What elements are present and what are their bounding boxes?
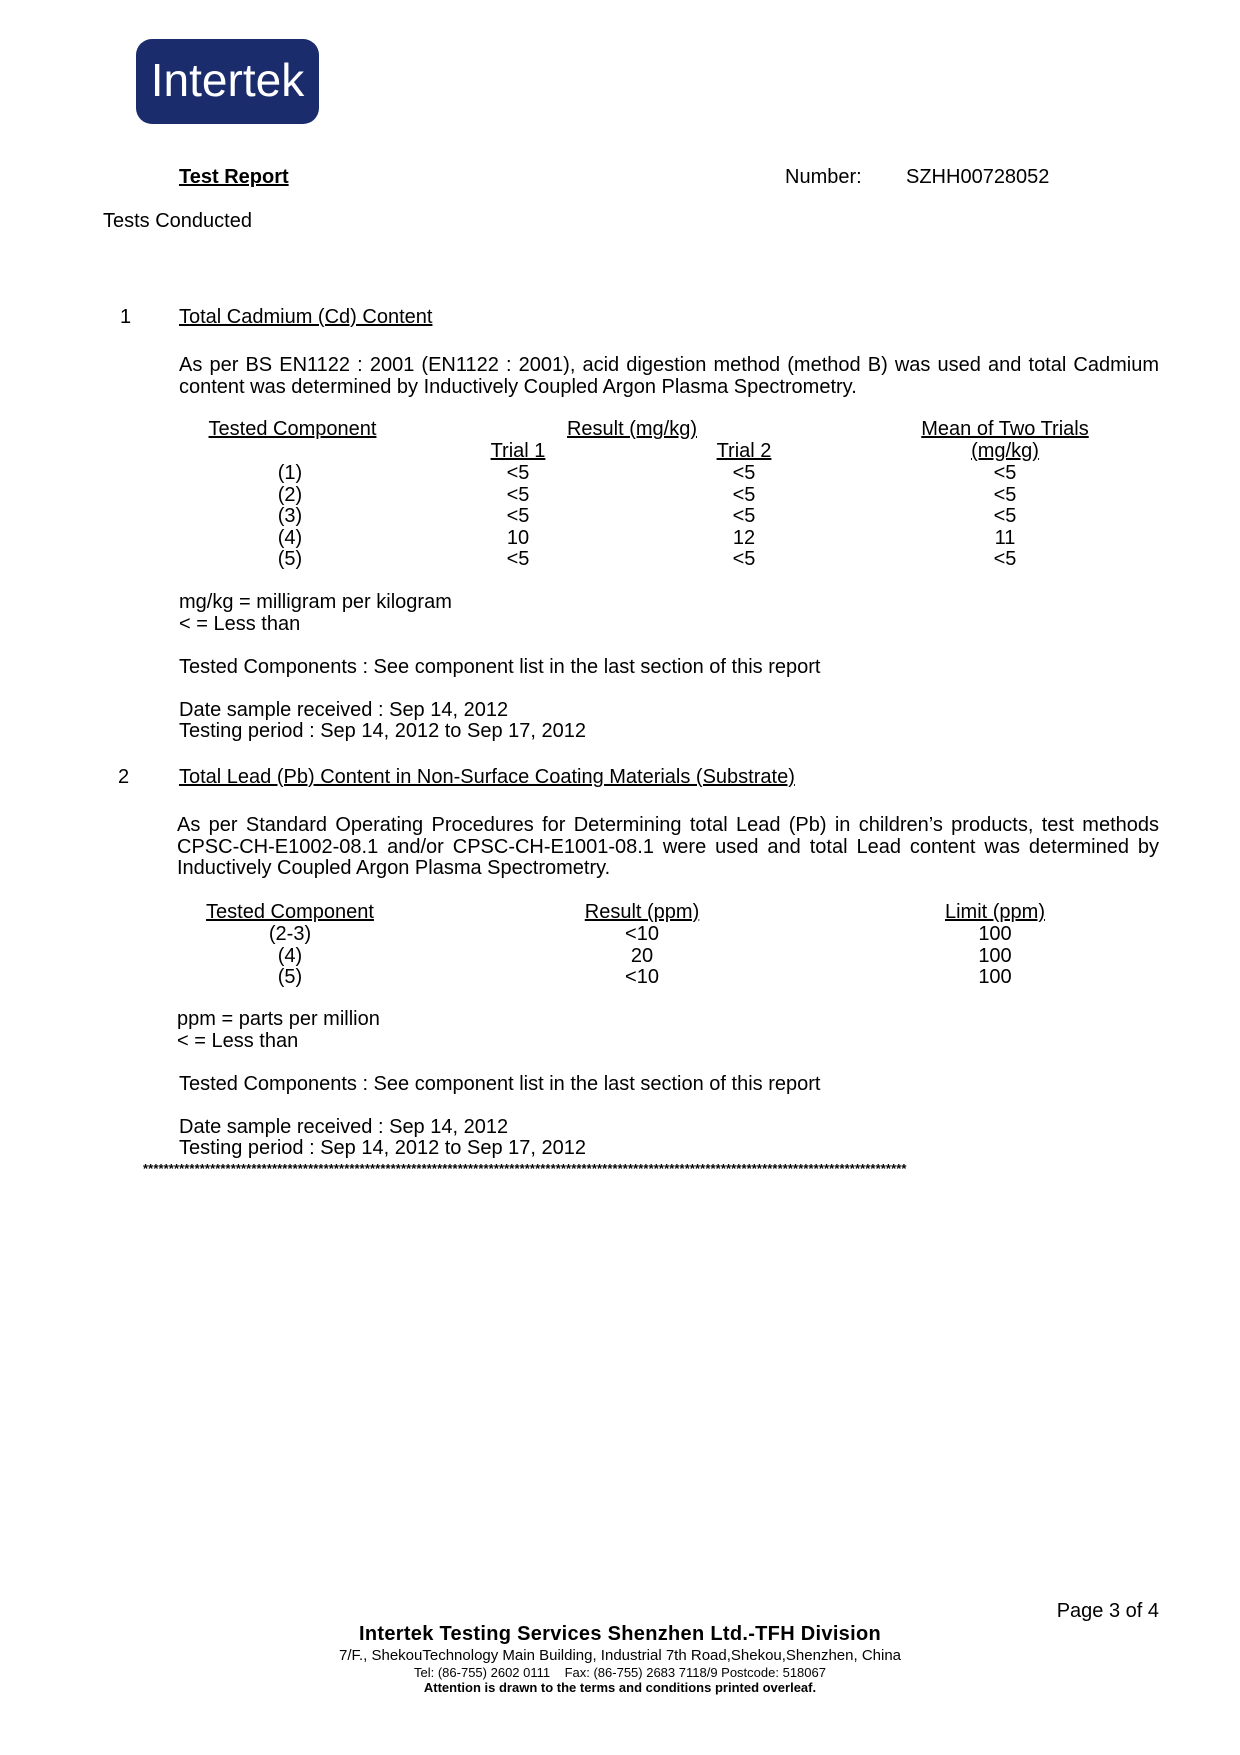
test2-cell-result: <10 (625, 966, 659, 988)
test2-method: As per Standard Operating Procedures for Determining total Lead (Pb) in children’s products, test methods CPSC-CH-E1002-08.1 and/or CPSC-CH-E1001-08.1 were used and total Lead content was determined by Inductively Coupled Argon Plasma Spectrometry. (177, 814, 1159, 879)
page-number: Page 3 of 4 (1056, 1600, 1159, 1622)
test1-cell-component: (2) (277, 483, 303, 506)
logo-text: Intertek (150, 54, 305, 106)
test2-testing-period: Testing period : Sep 14, 2012 to Sep 17, 2012 (179, 1137, 586, 1159)
test2-index: 2 (118, 766, 130, 788)
test2-cell-result: <10 (625, 923, 659, 945)
test1-date-received: Date sample received : Sep 14, 2012 (179, 699, 509, 721)
test1-cell-component: (4) (277, 526, 303, 549)
test2-col-component: Tested Component (206, 901, 374, 923)
test2-col-result: Result (ppm) (584, 901, 700, 923)
test1-heading: Total Cadmium (Cd) Content (179, 306, 433, 328)
test1-cell-trial1: <5 (506, 505, 530, 527)
test1-col-component: Tested Component (208, 418, 377, 440)
test1-cell-mean: <5 (993, 462, 1017, 484)
separator-line: **************************************************************************************************************************************************** (143, 1161, 907, 1176)
test2-cell-limit: 100 (978, 923, 1012, 945)
report-number: SZHH00728052 (906, 166, 1050, 188)
test1-testing-period: Testing period : Sep 14, 2012 to Sep 17, 2012 (179, 720, 586, 742)
test1-cell-component: (5) (277, 548, 303, 570)
footer-address: 7/F., ShekouTechnology Main Building, Industrial 7th Road,Shekou,Shenzhen, China (338, 1647, 902, 1664)
test1-col-result: Result (mg/kg) (566, 418, 698, 440)
test1-cell-trial2: <5 (732, 505, 756, 527)
test1-col-trial2: Trial 2 (716, 440, 772, 462)
test1-cell-mean: <5 (993, 548, 1017, 570)
test1-cell-mean: 11 (994, 526, 1016, 549)
section-title: Tests Conducted (103, 210, 252, 232)
test2-cell-component: (5) (277, 966, 303, 988)
test1-cell-trial2: <5 (732, 483, 756, 506)
intertek-logo (136, 39, 319, 124)
test2-col-limit: Limit (ppm) (944, 901, 1045, 923)
test2-cell-component: (2-3) (268, 923, 312, 945)
test1-cell-mean: <5 (993, 505, 1017, 527)
test1-col-trial1: Trial 1 (490, 440, 546, 462)
test2-note-less: < = Less than (177, 1030, 299, 1052)
test1-cell-trial2: <5 (732, 462, 756, 484)
test1-cell-trial1: <5 (506, 462, 530, 484)
test1-cell-trial1: 10 (506, 526, 530, 549)
test1-cell-trial1: <5 (506, 548, 530, 570)
test1-col-mean-unit: (mg/kg) (971, 440, 1039, 462)
footer-attention: Attention is drawn to the terms and conditions printed overleaf. (423, 1680, 817, 1695)
test1-cell-trial2: <5 (732, 548, 756, 570)
test1-note-unit: mg/kg = milligram per kilogram (179, 591, 452, 613)
test2-cell-result: 20 (630, 944, 654, 967)
test1-components-note: Tested Components : See component list in the last section of this report (179, 656, 821, 678)
test1-cell-component: (3) (277, 505, 303, 527)
test1-cell-trial1: <5 (506, 483, 530, 506)
test1-cell-trial2: 12 (732, 526, 756, 549)
test2-components-note: Tested Components : See component list in the last section of this report (179, 1073, 821, 1095)
test2-cell-limit: 100 (978, 944, 1012, 967)
test1-cell-component: (1) (277, 462, 303, 484)
footer-contact: Tel: (86-755) 2602 0111 Fax: (86-755) 2683 7118/9 Postcode: 518067 (414, 1665, 826, 1680)
test2-note-unit: ppm = parts per million (177, 1008, 380, 1030)
test2-cell-component: (4) (277, 944, 303, 967)
number-label: Number: (785, 166, 862, 188)
test1-note-less: < = Less than (179, 613, 301, 635)
footer-company: Intertek Testing Services Shenzhen Ltd.-TFH Division (359, 1623, 881, 1645)
test2-heading: Total Lead (Pb) Content in Non-Surface Coating Materials (Substrate) (179, 766, 795, 788)
test1-cell-mean: <5 (993, 483, 1017, 506)
test1-index: 1 (120, 306, 132, 328)
test2-cell-limit: 100 (978, 966, 1012, 988)
test2-date-received: Date sample received : Sep 14, 2012 (179, 1116, 509, 1138)
test1-method: As per BS EN1122 : 2001 (EN1122 : 2001), acid digestion method (method B) was used and total Cadmium content was determined by Inductively Coupled Argon Plasma Spectrometry. (179, 354, 1159, 398)
test1-col-mean: Mean of Two Trials (921, 418, 1089, 440)
report-title: Test Report (179, 166, 289, 188)
